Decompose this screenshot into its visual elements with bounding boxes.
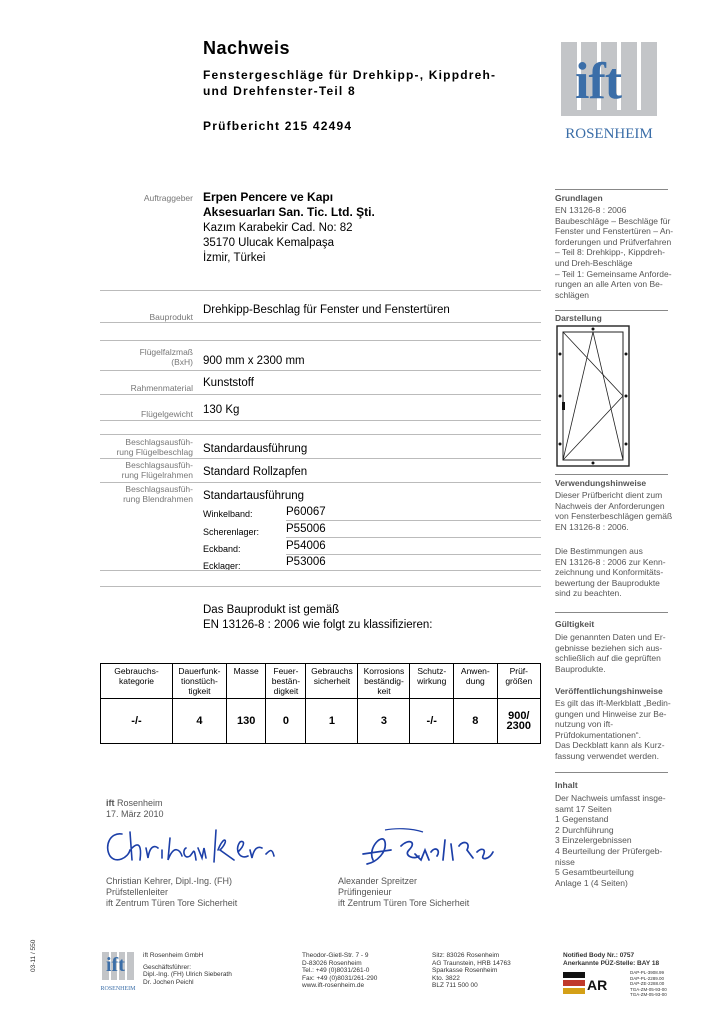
- ba-fb-label-line2: rung Flügelbeschlag: [116, 447, 193, 457]
- footer-ift-logo: [100, 950, 136, 998]
- fitting-label: Winkelband:: [203, 509, 253, 519]
- sidebar-rule: [555, 189, 668, 190]
- header-korrosion: Korrosions beständig- keit: [358, 664, 410, 699]
- dakks-code: DAP-ZE-2288.00: [630, 981, 665, 986]
- bauprodukt-label: Bauprodukt: [149, 312, 193, 322]
- fitting-code: P54006: [286, 540, 326, 552]
- grundlagen-line: Baubeschläge – Beschläge für: [555, 215, 671, 226]
- value-cell: 0: [266, 699, 306, 744]
- fitting-label: Ecklager:: [203, 561, 241, 571]
- grundlagen-line: rungen an alle Arten von Be-: [555, 279, 663, 290]
- signer-right-role: Prüfingenieur: [338, 887, 392, 897]
- divider: [100, 340, 541, 341]
- signer-left-unit: ift Zentrum Türen Tore Sicherheit: [106, 898, 238, 908]
- value-cell: 130: [226, 699, 266, 744]
- fluegelfalzmass-label-line1: Flügelfalzmaß: [139, 347, 193, 357]
- divider: [100, 370, 541, 371]
- inhalt-line: 2 Durchführung: [555, 824, 614, 835]
- address-2: D-83026 Rosenheim: [302, 959, 362, 967]
- grundlagen-heading: Grundlagen: [555, 193, 603, 203]
- puz-stelle: Anerkannte PÜZ-Stelle: BAY 18: [563, 959, 660, 967]
- grundlagen-line: EN 13126-8 : 2006: [555, 205, 627, 215]
- sidebar-rule: [555, 310, 668, 311]
- gf-1: Dipl.-Ing. (FH) Ulrich Sieberath: [143, 971, 232, 978]
- signer-left-name: Christian Kehrer, Dipl.-Ing. (FH): [106, 876, 233, 886]
- divider: [100, 394, 541, 395]
- signer-left-role: Prüfstellenleiter: [106, 887, 169, 897]
- header-feuer: Feuer- bestän- digkeit: [266, 664, 306, 699]
- grundlagen-text: [555, 205, 675, 300]
- table-header-row: [101, 664, 541, 699]
- signer-left: [106, 876, 237, 909]
- gueltigkeit-text: [555, 632, 675, 674]
- divider: [286, 520, 541, 521]
- bestimmungen-line: zeichnung und Konformitäts-: [555, 567, 664, 578]
- issue-date: 17. März 2010: [106, 809, 164, 819]
- sidebar-rule: [555, 772, 668, 773]
- veroeffentlichung-line: nutzung von ift-: [555, 719, 614, 730]
- fitting-label: Scherenlager:: [203, 527, 260, 537]
- auftraggeber-label: Auftraggeber: [143, 193, 193, 203]
- value-cell: 4: [172, 699, 226, 744]
- grundlagen-line: forderungen und Prüfverfahren: [555, 236, 672, 247]
- header-dauerfunktion: Dauerfunk- tionstüch- tigkeit: [172, 664, 226, 699]
- grundlagen-line: – Teil 1: Gemeinsame Anforde-: [555, 268, 672, 279]
- footer-registry: [432, 952, 511, 990]
- footer-company: [143, 952, 232, 986]
- value-cell: 8: [454, 699, 498, 744]
- beschlag-blendrahmen-value: Standartausführung: [203, 490, 305, 502]
- issuer-suffix: Rosenheim: [114, 798, 163, 808]
- sidebar-rule: [555, 474, 668, 475]
- table-row: [101, 699, 541, 744]
- verwendung-text: [555, 490, 675, 532]
- inhalt-line: 4 Beurteilung der Prüfergeb-: [555, 845, 663, 856]
- ba-br-label-line2: rung Blendrahmen: [123, 494, 193, 504]
- fitting-code: P60067: [286, 506, 326, 518]
- beschlag-blendrahmen-label: [100, 484, 193, 504]
- website: www.ift-rosenheim.de: [302, 982, 365, 989]
- fluegelfalzmass-label-line2: (BxH): [171, 357, 193, 367]
- document-subtitle: [203, 67, 496, 99]
- divider: [100, 570, 541, 571]
- divider: [286, 537, 541, 538]
- rahmenmaterial-value: Kunststoff: [203, 377, 254, 389]
- client-city: 35170 Ulucak Kemalpaşa: [203, 237, 335, 249]
- classification-table: [100, 663, 541, 744]
- inhalt-line: samt 17 Seiten: [555, 803, 612, 814]
- signer-right-unit: ift Zentrum Türen Tore Sicherheit: [338, 898, 470, 908]
- dakks-code: TGA-ZM-05-93-00: [630, 992, 667, 997]
- phone: Tel.: +49 (0)8031/261-0: [302, 967, 370, 974]
- bestimmungen-text: [555, 546, 675, 599]
- notified-body: Notified Body Nr.: 0757: [563, 952, 635, 959]
- court: AG Traunstein, HRB 14763: [432, 959, 511, 967]
- header-schutzwirkung: Schutz- wirkung: [410, 664, 454, 699]
- grundlagen-line: und Dreh-Beschläge: [555, 257, 633, 268]
- inhalt-heading: Inhalt: [555, 780, 578, 790]
- dakks-code: DAP-PL-2289.00: [630, 975, 665, 981]
- header-masse: Masse: [226, 664, 266, 699]
- inhalt-line: 1 Gegenstand: [555, 814, 609, 825]
- dakks-logo: [563, 970, 629, 998]
- ift-rosenheim-logo: [555, 40, 663, 148]
- bestimmungen-line: Die Bestimmungen aus: [555, 546, 643, 556]
- signer-right-name: Alexander Spreitzer: [338, 876, 418, 886]
- divider: [100, 290, 541, 291]
- inhalt-line: 3 Einzelergebnissen: [555, 835, 632, 846]
- inhalt-text: [555, 793, 675, 888]
- issuer: [106, 798, 163, 808]
- gueltigkeit-heading: Gültigkeit: [555, 619, 595, 629]
- rahmenmaterial-label: Rahmenmaterial: [130, 383, 193, 393]
- inhalt-line: Der Nachweis umfasst insge-: [555, 793, 666, 803]
- beschlag-fluegelrahmen-value: Standard Rollzapfen: [203, 466, 308, 478]
- ba-fr-label-line1: Beschlagsausfüh-: [125, 460, 193, 470]
- divider: [100, 482, 541, 483]
- subtitle-line-1: Fenstergeschläge für Drehkipp-, Kippdreh-: [203, 68, 497, 82]
- verwendung-line: EN 13126-8 : 2006.: [555, 521, 629, 532]
- dakks-code: DAP-PL-3908.99: [630, 970, 665, 975]
- veroeffentlichung-line: gungen und Hinweise zur Be-: [555, 708, 667, 719]
- grundlagen-line: Fenster und Fenstertüren – An-: [555, 226, 674, 237]
- veroeffentlichung-line: fassung verwendet werden.: [555, 750, 659, 761]
- logo-brand-text: ift: [575, 53, 622, 110]
- ba-fr-label-line2: rung Flügelrahmen: [121, 470, 193, 480]
- darstellung-heading: Darstellung: [555, 313, 602, 323]
- signature-kehrer: [100, 814, 280, 872]
- classify-line-1: Das Bauprodukt ist gemäß: [203, 604, 340, 616]
- account: Kto. 3822: [432, 974, 460, 982]
- verwendung-line: Nachweis der Anforderungen: [555, 500, 665, 511]
- gueltigkeit-line: Die genannten Daten und Er-: [555, 632, 666, 642]
- client-country: İzmir, Türkei: [203, 252, 266, 264]
- dakks-logo-graphic: [563, 970, 629, 998]
- gueltigkeit-line: schließlich auf die geprüften: [555, 653, 661, 664]
- inhalt-line: 5 Gesamtbeurteilung: [555, 867, 634, 878]
- fitting-code: P55006: [286, 523, 326, 535]
- footer-logo-city: ROSENHEIM: [100, 986, 136, 992]
- beschlag-fluegelrahmen-label: [100, 460, 193, 480]
- footer-address: [302, 952, 377, 990]
- address-1: Theodor-Gietl-Str. 7 - 9: [302, 952, 369, 959]
- window-diagram: [553, 324, 633, 470]
- veroeffentlichung-line: Prüfdokumentationen“.: [555, 729, 641, 740]
- grundlagen-line: – Teil 8: Drehkipp-, Kippdreh-: [555, 247, 665, 258]
- report-number: Prüfbericht 215 42494: [203, 119, 353, 133]
- fluegelgewicht-label: Flügelgewicht: [141, 409, 193, 419]
- header-anwendung: Anwen- dung: [454, 664, 498, 699]
- company-name: ift Rosenheim GmbH: [143, 952, 204, 959]
- dakks-codes: [630, 970, 667, 998]
- value-cell: 3: [358, 699, 410, 744]
- blz: BLZ 711 500 00: [432, 982, 478, 989]
- footer-notified: [563, 952, 659, 967]
- fitting-code: P53006: [286, 556, 326, 568]
- inhalt-line: Anlage 1 (4 Seiten): [555, 877, 628, 888]
- value-cell: -/-: [101, 699, 173, 744]
- fluegelfalzmass-label: [100, 347, 193, 367]
- beschlag-fluegelbeschlag-value: Standardausführung: [203, 443, 308, 455]
- ba-br-label-line1: Beschlagsausfüh-: [125, 484, 193, 494]
- fax: Fax: +49 (0)8031/261-290: [302, 974, 378, 982]
- divider: [100, 420, 541, 421]
- value-cell: 1: [306, 699, 358, 744]
- bauprodukt-value: Drehkipp-Beschlag für Fenster und Fenstertüren: [203, 304, 450, 316]
- bestimmungen-line: bewertung der Bauprodukte: [555, 577, 660, 588]
- gueltigkeit-line: gebnisse beziehen sich aus-: [555, 642, 663, 653]
- sitz: Sitz: 83026 Rosenheim: [432, 952, 500, 959]
- page-title: Nachweis: [203, 38, 291, 58]
- gf-label: Geschäftsführer:: [143, 963, 192, 971]
- bank: Sparkasse Rosenheim: [432, 967, 498, 974]
- svg-text:AR: AR: [587, 977, 608, 993]
- veroeffentlichung-line: Es gilt das ift-Merkblatt „Bedin-: [555, 698, 671, 708]
- beschlag-fluegelbeschlag-label: [100, 437, 193, 457]
- sidebar-rule: [555, 612, 668, 613]
- ba-fb-label-line1: Beschlagsausfüh-: [125, 437, 193, 447]
- gueltigkeit-line: Bauprodukte.: [555, 663, 606, 674]
- divider: [100, 434, 541, 435]
- client-name-2: Aksesuarları San. Tic. Ltd. Şti.: [203, 205, 375, 219]
- value-cell: -/-: [410, 699, 454, 744]
- header-gebrauchssicherheit: Gebrauchs sicherheit: [306, 664, 358, 699]
- signature-spreitzer: [355, 820, 505, 870]
- logo-city-text: ROSENHEIM: [565, 126, 653, 142]
- value-cell: 900/ 2300: [497, 699, 540, 744]
- fitting-label: Eckband:: [203, 544, 241, 554]
- divider: [100, 586, 541, 587]
- veroeffentlichung-heading: Veröffentlichungshinweise: [555, 686, 663, 696]
- grundlagen-line: schlägen: [555, 289, 590, 300]
- verwendung-line: Dieser Prüfbericht dient zum: [555, 490, 663, 500]
- veroeffentlichung-text: [555, 698, 675, 762]
- divider: [100, 458, 541, 459]
- divider: [100, 322, 541, 323]
- bestimmungen-line: EN 13126-8 : 2006 zur Kenn-: [555, 556, 666, 567]
- signer-right: [338, 876, 469, 909]
- gf-2: Dr. Jochen Peichl: [143, 978, 194, 986]
- classify-line-2: EN 13126-8 : 2006 wie folgt zu klassifizieren:: [203, 619, 433, 631]
- header-gebrauchskategorie: Gebrauchs- kategorie: [101, 664, 173, 699]
- veroeffentlichung-line: Das Deckblatt kann als Kurz-: [555, 740, 665, 751]
- client-street: Kazım Karabekir Cad. No: 82: [203, 222, 353, 234]
- bestimmungen-line: sind zu beachten.: [555, 588, 622, 599]
- issuer-prefix: ift: [106, 798, 115, 808]
- dakks-code: TGA-ZM-05-93-00: [630, 986, 667, 992]
- footer-logo-brand: ift: [106, 954, 125, 976]
- client-name-1: Erpen Pencere ve Kapı: [203, 190, 334, 204]
- header-pruefgroessen: Prüf- größen: [497, 664, 540, 699]
- verwendung-line: von Fensterbeschlägen gemäß: [555, 511, 673, 522]
- fluegelfalzmass-value: 900 mm x 2300 mm: [203, 355, 305, 367]
- inhalt-line: nisse: [555, 856, 575, 867]
- fluegelgewicht-value: 130 Kg: [203, 404, 240, 416]
- verwendung-heading: Verwendungshinweise: [555, 478, 647, 488]
- subtitle-line-2: und Drehfenster-Teil 8: [203, 84, 356, 98]
- form-code: 03-11 / 550: [30, 939, 37, 972]
